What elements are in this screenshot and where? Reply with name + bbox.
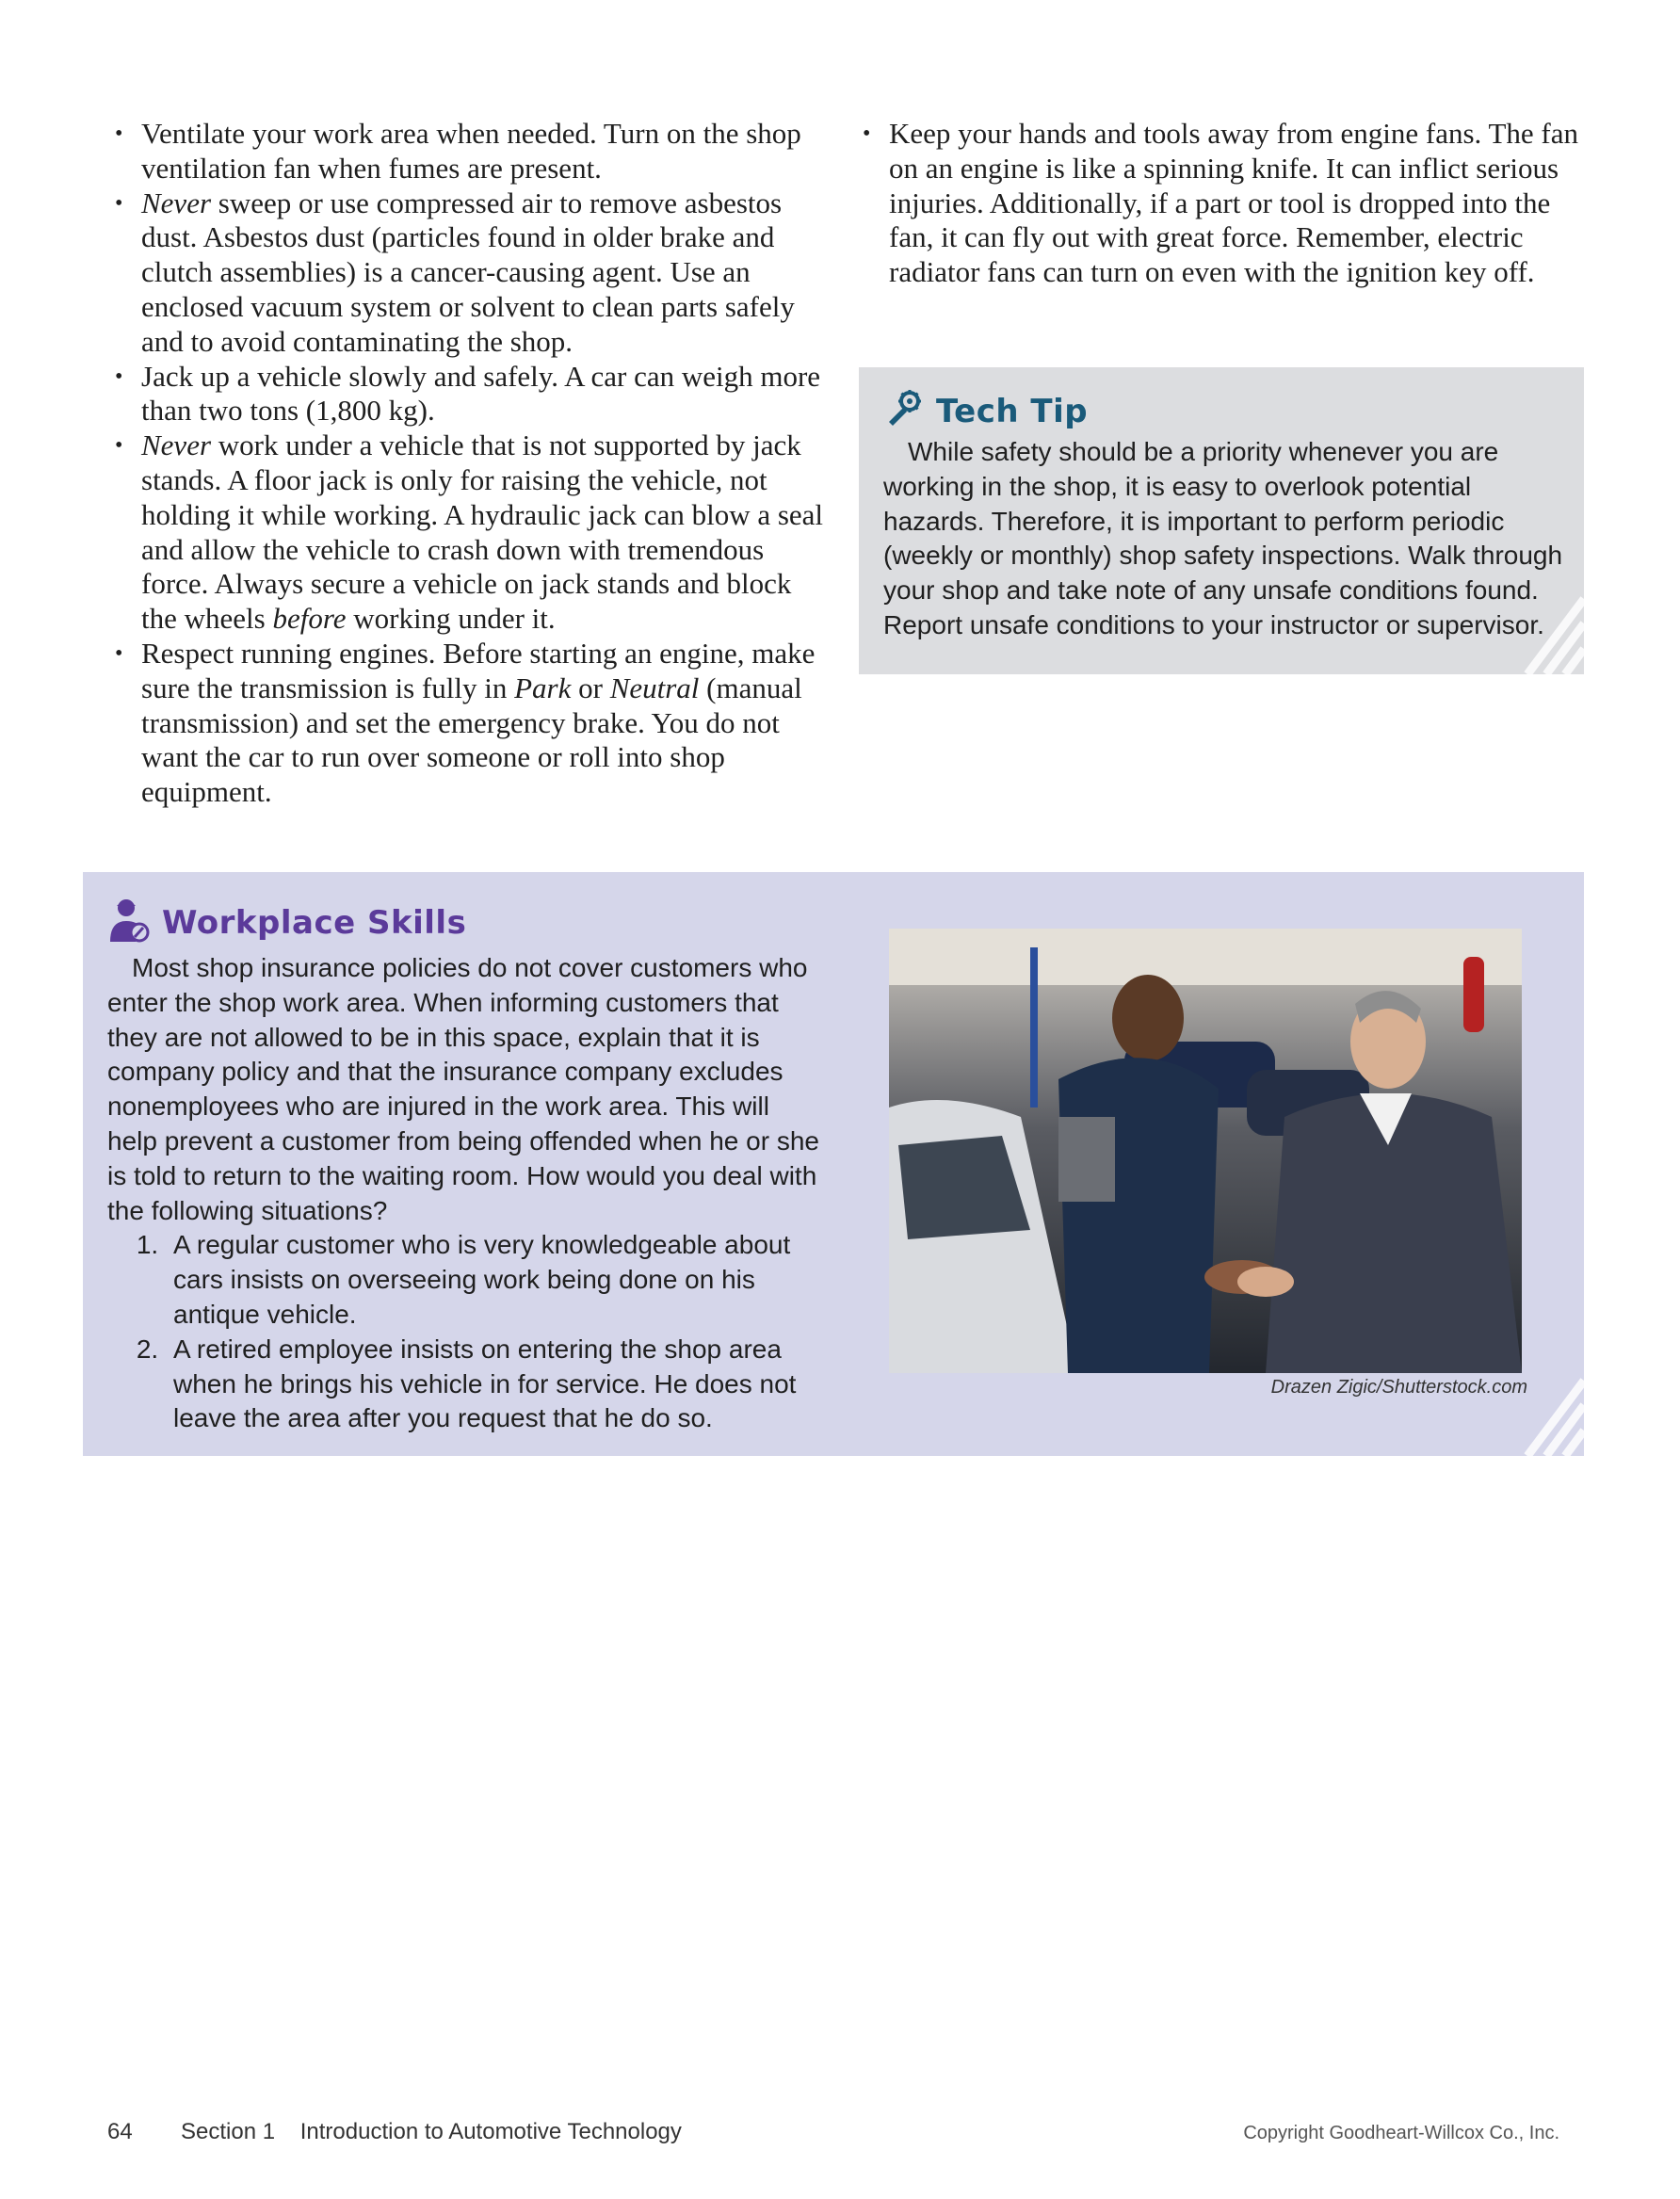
bullet-text: (manual transmission) and set the emergency brake. You do not want the car to run over someone or roll into shop equipment. (141, 671, 802, 809)
workplace-skills-heading (107, 897, 466, 948)
right-bullet-list (859, 117, 1584, 290)
copyright: Copyright Goodheart-Willcox Co., Inc. (1243, 2123, 1559, 2143)
bullet-text: Jack up a vehicle slowly and safely. A car can weigh more than two tons (1,800 kg). (141, 359, 821, 428)
workplace-skills-content (107, 951, 823, 1436)
bullet-text: Keep your hands and tools away from engine fans. The fan on an engine is like a spinning knife. It can inflict serious injuries. Additionally, if a part or tool is dropped into the fan, it can fly out with great force. Remember, electric radiator fans can turn on even with the ignition key off. (889, 117, 1579, 289)
left-bullet-list (111, 117, 827, 810)
emphasis-text: Never (141, 428, 212, 462)
handshake-photo (889, 929, 1522, 1373)
bullet-text: Respect running engines. Before starting an engine, make sure the transmission is fully in (141, 636, 816, 704)
bullet-text: work under a vehicle that is not supported by jack stands. A floor jack is only for raising the vehicle, not holding it while working. A hydraulic jack can blow a seal and allow the vehicle to crash down with tremendous force. Always secure a vehicle on jack stands and block the wheels (141, 428, 824, 636)
workplace-skills-body: Most shop insurance policies do not cover customers who enter the shop work area. When informing customers that they are not allowed to be in this space, explain that it is company policy and that the insurance company excludes nonemployees who are injured in the work area. This will help prevent a customer from being offended when he or she is told to return to the waiting room. How would you deal with the following situations? (107, 953, 819, 1225)
workplace-skills-box (83, 872, 1584, 1456)
bullet-item (111, 637, 827, 810)
emphasis-text: Neutral (609, 671, 700, 704)
bullet-item (111, 117, 827, 186)
workplace-skills-title: Workplace Skills (162, 903, 467, 942)
emphasis-text: Park (514, 671, 572, 704)
page-number: 64 (107, 2119, 133, 2144)
bullet-text: Ventilate your work area when needed. Turn on the shop ventilation fan when fumes are present. (141, 117, 801, 185)
situation-list (107, 1228, 823, 1436)
right-column (859, 117, 1584, 290)
emphasis-text: Never (141, 186, 212, 219)
tech-tip-body: While safety should be a priority whenever you are working in the shop, it is easy to overlook potential hazards. Therefore, it is important to perform periodic (weekly or monthly) shop safety inspections. Walk through your shop and take note of any unsafe conditions found. Report unsafe conditions to your instructor or supervisor. (883, 437, 1563, 639)
bullet-item (859, 117, 1584, 290)
list-item: 2. A retired employee insists on entering the shop area when he brings his vehicle in for service. He does not leave the area after you request that he do so. (166, 1333, 823, 1436)
corner-stripes (1471, 552, 1584, 674)
bullet-item (111, 360, 827, 429)
section-title: Introduction to Automotive Technology (299, 2119, 682, 2144)
worker-gear-icon (107, 897, 151, 948)
tech-tip-box (859, 367, 1584, 674)
section-label (181, 2119, 682, 2145)
list-item: 1. A regular customer who is very knowledgeable about cars insists on overseeing work being done on his antique vehicle. (166, 1228, 823, 1332)
bullet-text: or (571, 671, 610, 704)
bullet-item (111, 186, 827, 360)
bullet-text: working under it. (346, 602, 556, 636)
emphasis-text: before (272, 602, 347, 636)
tech-tip-heading (883, 388, 1088, 434)
wrench-gear-icon (883, 388, 925, 434)
tech-tip-title: Tech Tip (936, 392, 1089, 430)
section-number: Section 1 (181, 2119, 276, 2144)
left-column (111, 117, 827, 810)
photo-credit: Drazen Zigic/Shutterstock.com (1270, 1377, 1527, 1398)
bullet-text: sweep or use compressed air to remove asbestos dust. Asbestos dust (particles found in older brake and clutch assemblies) is a cancer-causing agent. Use an enclosed vacuum system or solvent to clean parts safely and to avoid contaminating the shop. (141, 186, 795, 358)
bullet-item (111, 428, 827, 637)
corner-stripes (1471, 1334, 1584, 1456)
